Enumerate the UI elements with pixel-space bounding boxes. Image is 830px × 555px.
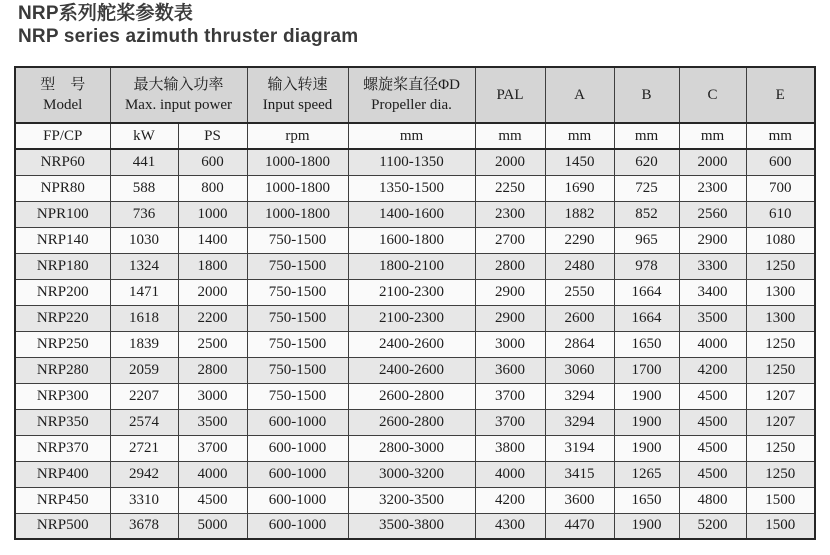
unit-cell: mm	[475, 123, 545, 149]
value-cell: 1000	[178, 201, 247, 227]
value-cell: 1250	[746, 461, 815, 487]
col-header-model-zh: 型 号	[40, 77, 86, 93]
value-cell: 3310	[110, 487, 178, 513]
value-cell: 2560	[679, 201, 746, 227]
value-cell: 2000	[475, 149, 545, 175]
value-cell: 4300	[475, 513, 545, 539]
value-cell: 1265	[614, 461, 679, 487]
table-row	[15, 461, 815, 487]
unit-cell-model: FP/CP	[15, 123, 110, 149]
value-cell: 750-1500	[247, 357, 348, 383]
value-cell: 2550	[545, 279, 614, 305]
value-cell: 3294	[545, 409, 614, 435]
value-cell: 3000-3200	[348, 461, 475, 487]
value-cell: 3700	[475, 383, 545, 409]
value-cell: 1300	[746, 305, 815, 331]
value-cell: 3000	[475, 331, 545, 357]
table-row	[15, 175, 815, 201]
value-cell: 2000	[679, 149, 746, 175]
value-cell: 3678	[110, 513, 178, 539]
value-cell: 3060	[545, 357, 614, 383]
value-cell: 750-1500	[247, 383, 348, 409]
value-cell: 600-1000	[247, 513, 348, 539]
value-cell: 4500	[679, 383, 746, 409]
model-cell: NRP220	[15, 305, 110, 331]
unit-cell: mm	[348, 123, 475, 149]
value-cell: 2574	[110, 409, 178, 435]
value-cell: 1207	[746, 383, 815, 409]
value-cell: 2600	[545, 305, 614, 331]
value-cell: 1207	[746, 409, 815, 435]
value-cell: 1250	[746, 435, 815, 461]
value-cell: 700	[746, 175, 815, 201]
value-cell: 2864	[545, 331, 614, 357]
value-cell: 3600	[545, 487, 614, 513]
model-cell: NPR100	[15, 201, 110, 227]
table-row	[15, 227, 815, 253]
table-row	[15, 409, 815, 435]
value-cell: 2300	[679, 175, 746, 201]
value-cell: 3300	[679, 253, 746, 279]
value-cell: 588	[110, 175, 178, 201]
value-cell: 600-1000	[247, 435, 348, 461]
unit-cell: kW	[110, 123, 178, 149]
value-cell: 1900	[614, 513, 679, 539]
value-cell: 5200	[679, 513, 746, 539]
value-cell: 2300	[475, 201, 545, 227]
unit-cell: rpm	[247, 123, 348, 149]
value-cell: 1900	[614, 435, 679, 461]
value-cell: 4500	[679, 461, 746, 487]
value-cell: 978	[614, 253, 679, 279]
unit-cell: mm	[746, 123, 815, 149]
value-cell: 3500	[178, 409, 247, 435]
value-cell: 1882	[545, 201, 614, 227]
value-cell: 3415	[545, 461, 614, 487]
value-cell: 2900	[475, 305, 545, 331]
value-cell: 2800-3000	[348, 435, 475, 461]
col-header-a: A	[545, 67, 614, 123]
value-cell: 1250	[746, 331, 815, 357]
value-cell: 3500	[679, 305, 746, 331]
value-cell: 2100-2300	[348, 305, 475, 331]
value-cell: 2721	[110, 435, 178, 461]
value-cell: 1900	[614, 383, 679, 409]
value-cell: 4200	[679, 357, 746, 383]
value-cell: 2900	[475, 279, 545, 305]
thruster-parameter-table	[14, 66, 816, 540]
value-cell: 1030	[110, 227, 178, 253]
value-cell: 3800	[475, 435, 545, 461]
value-cell: 2480	[545, 253, 614, 279]
value-cell: 2100-2300	[348, 279, 475, 305]
page-title	[18, 2, 358, 48]
unit-cell: mm	[679, 123, 746, 149]
value-cell: 2600-2800	[348, 409, 475, 435]
value-cell: 1618	[110, 305, 178, 331]
value-cell: 800	[178, 175, 247, 201]
value-cell: 3194	[545, 435, 614, 461]
value-cell: 2207	[110, 383, 178, 409]
value-cell: 1080	[746, 227, 815, 253]
unit-cell: mm	[614, 123, 679, 149]
model-cell: NRP350	[15, 409, 110, 435]
table-row	[15, 383, 815, 409]
col-header-pal: PAL	[475, 67, 545, 123]
value-cell: 4200	[475, 487, 545, 513]
value-cell: 1250	[746, 357, 815, 383]
table-row	[15, 279, 815, 305]
table-row	[15, 331, 815, 357]
unit-cell: PS	[178, 123, 247, 149]
model-cell: NRP450	[15, 487, 110, 513]
col-header-input-speed-zh: 输入转速	[267, 77, 328, 93]
value-cell: 1650	[614, 331, 679, 357]
value-cell: 3200-3500	[348, 487, 475, 513]
value-cell: 1839	[110, 331, 178, 357]
value-cell: 4500	[679, 409, 746, 435]
value-cell: 2800	[178, 357, 247, 383]
model-cell: NRP180	[15, 253, 110, 279]
model-cell: NRP500	[15, 513, 110, 539]
model-cell: NRP60	[15, 149, 110, 175]
value-cell: 1000-1800	[247, 201, 348, 227]
col-header-propeller-dia	[348, 67, 475, 123]
model-cell: NRP300	[15, 383, 110, 409]
value-cell: 3600	[475, 357, 545, 383]
value-cell: 1471	[110, 279, 178, 305]
units-row	[15, 123, 815, 149]
value-cell: 2250	[475, 175, 545, 201]
value-cell: 1900	[614, 409, 679, 435]
value-cell: 1324	[110, 253, 178, 279]
value-cell: 3700	[475, 409, 545, 435]
unit-cell: mm	[545, 123, 614, 149]
value-cell: 1700	[614, 357, 679, 383]
value-cell: 2400-2600	[348, 357, 475, 383]
value-cell: 2600-2800	[348, 383, 475, 409]
table-row	[15, 435, 815, 461]
value-cell: 1400	[178, 227, 247, 253]
value-cell: 2400-2600	[348, 331, 475, 357]
title-chinese: NRP系列舵桨参数表	[18, 3, 194, 24]
value-cell: 600	[746, 149, 815, 175]
value-cell: 600-1000	[247, 461, 348, 487]
col-header-e: E	[746, 67, 815, 123]
table-body	[15, 149, 815, 539]
value-cell: 2000	[178, 279, 247, 305]
col-header-propeller-dia-en: Propeller dia.	[371, 97, 452, 113]
value-cell: 1690	[545, 175, 614, 201]
value-cell: 725	[614, 175, 679, 201]
value-cell: 2290	[545, 227, 614, 253]
value-cell: 750-1500	[247, 227, 348, 253]
table-row	[15, 253, 815, 279]
value-cell: 965	[614, 227, 679, 253]
model-cell: NRP250	[15, 331, 110, 357]
value-cell: 1600-1800	[348, 227, 475, 253]
value-cell: 1100-1350	[348, 149, 475, 175]
value-cell: 3700	[178, 435, 247, 461]
value-cell: 1000-1800	[247, 175, 348, 201]
value-cell: 600	[178, 149, 247, 175]
model-cell: NRP370	[15, 435, 110, 461]
value-cell: 1500	[746, 513, 815, 539]
col-header-model	[15, 67, 110, 123]
header-row	[15, 67, 815, 123]
value-cell: 2200	[178, 305, 247, 331]
value-cell: 2942	[110, 461, 178, 487]
value-cell: 1650	[614, 487, 679, 513]
value-cell: 2800	[475, 253, 545, 279]
value-cell: 750-1500	[247, 253, 348, 279]
value-cell: 3294	[545, 383, 614, 409]
value-cell: 5000	[178, 513, 247, 539]
title-english: NRP series azimuth thruster diagram	[18, 26, 359, 47]
model-cell: NRP140	[15, 227, 110, 253]
value-cell: 600-1000	[247, 487, 348, 513]
value-cell: 4500	[178, 487, 247, 513]
col-header-b: B	[614, 67, 679, 123]
table-row	[15, 487, 815, 513]
value-cell: 852	[614, 201, 679, 227]
table-row	[15, 357, 815, 383]
table-row	[15, 305, 815, 331]
value-cell: 441	[110, 149, 178, 175]
table-row	[15, 513, 815, 539]
model-cell: NRP200	[15, 279, 110, 305]
value-cell: 2059	[110, 357, 178, 383]
value-cell: 4000	[475, 461, 545, 487]
value-cell: 2500	[178, 331, 247, 357]
value-cell: 3400	[679, 279, 746, 305]
model-cell: NPR80	[15, 175, 110, 201]
value-cell: 2700	[475, 227, 545, 253]
value-cell: 620	[614, 149, 679, 175]
value-cell: 1664	[614, 279, 679, 305]
col-header-max-input-power	[110, 67, 247, 123]
value-cell: 3000	[178, 383, 247, 409]
value-cell: 2900	[679, 227, 746, 253]
value-cell: 1800	[178, 253, 247, 279]
table-row	[15, 201, 815, 227]
value-cell: 600-1000	[247, 409, 348, 435]
value-cell: 1400-1600	[348, 201, 475, 227]
value-cell: 750-1500	[247, 279, 348, 305]
model-cell: NRP280	[15, 357, 110, 383]
col-header-input-speed	[247, 67, 348, 123]
col-header-input-speed-en: Input speed	[262, 97, 333, 113]
col-header-max-input-power-en: Max. input power	[124, 97, 233, 113]
col-header-max-input-power-zh: 最大输入功率	[133, 77, 224, 93]
value-cell: 750-1500	[247, 305, 348, 331]
value-cell: 1500	[746, 487, 815, 513]
col-header-model-en: Model	[43, 97, 83, 113]
col-header-propeller-dia-zh: 螺旋桨直径ΦD	[363, 77, 460, 93]
value-cell: 1664	[614, 305, 679, 331]
model-cell: NRP400	[15, 461, 110, 487]
value-cell: 610	[746, 201, 815, 227]
value-cell: 1800-2100	[348, 253, 475, 279]
value-cell: 1250	[746, 253, 815, 279]
value-cell: 1350-1500	[348, 175, 475, 201]
value-cell: 1450	[545, 149, 614, 175]
value-cell: 750-1500	[247, 331, 348, 357]
value-cell: 4500	[679, 435, 746, 461]
value-cell: 4000	[679, 331, 746, 357]
value-cell: 3500-3800	[348, 513, 475, 539]
value-cell: 4470	[545, 513, 614, 539]
value-cell: 4000	[178, 461, 247, 487]
value-cell: 4800	[679, 487, 746, 513]
value-cell: 1300	[746, 279, 815, 305]
value-cell: 736	[110, 201, 178, 227]
table-row	[15, 149, 815, 175]
col-header-c: C	[679, 67, 746, 123]
value-cell: 1000-1800	[247, 149, 348, 175]
